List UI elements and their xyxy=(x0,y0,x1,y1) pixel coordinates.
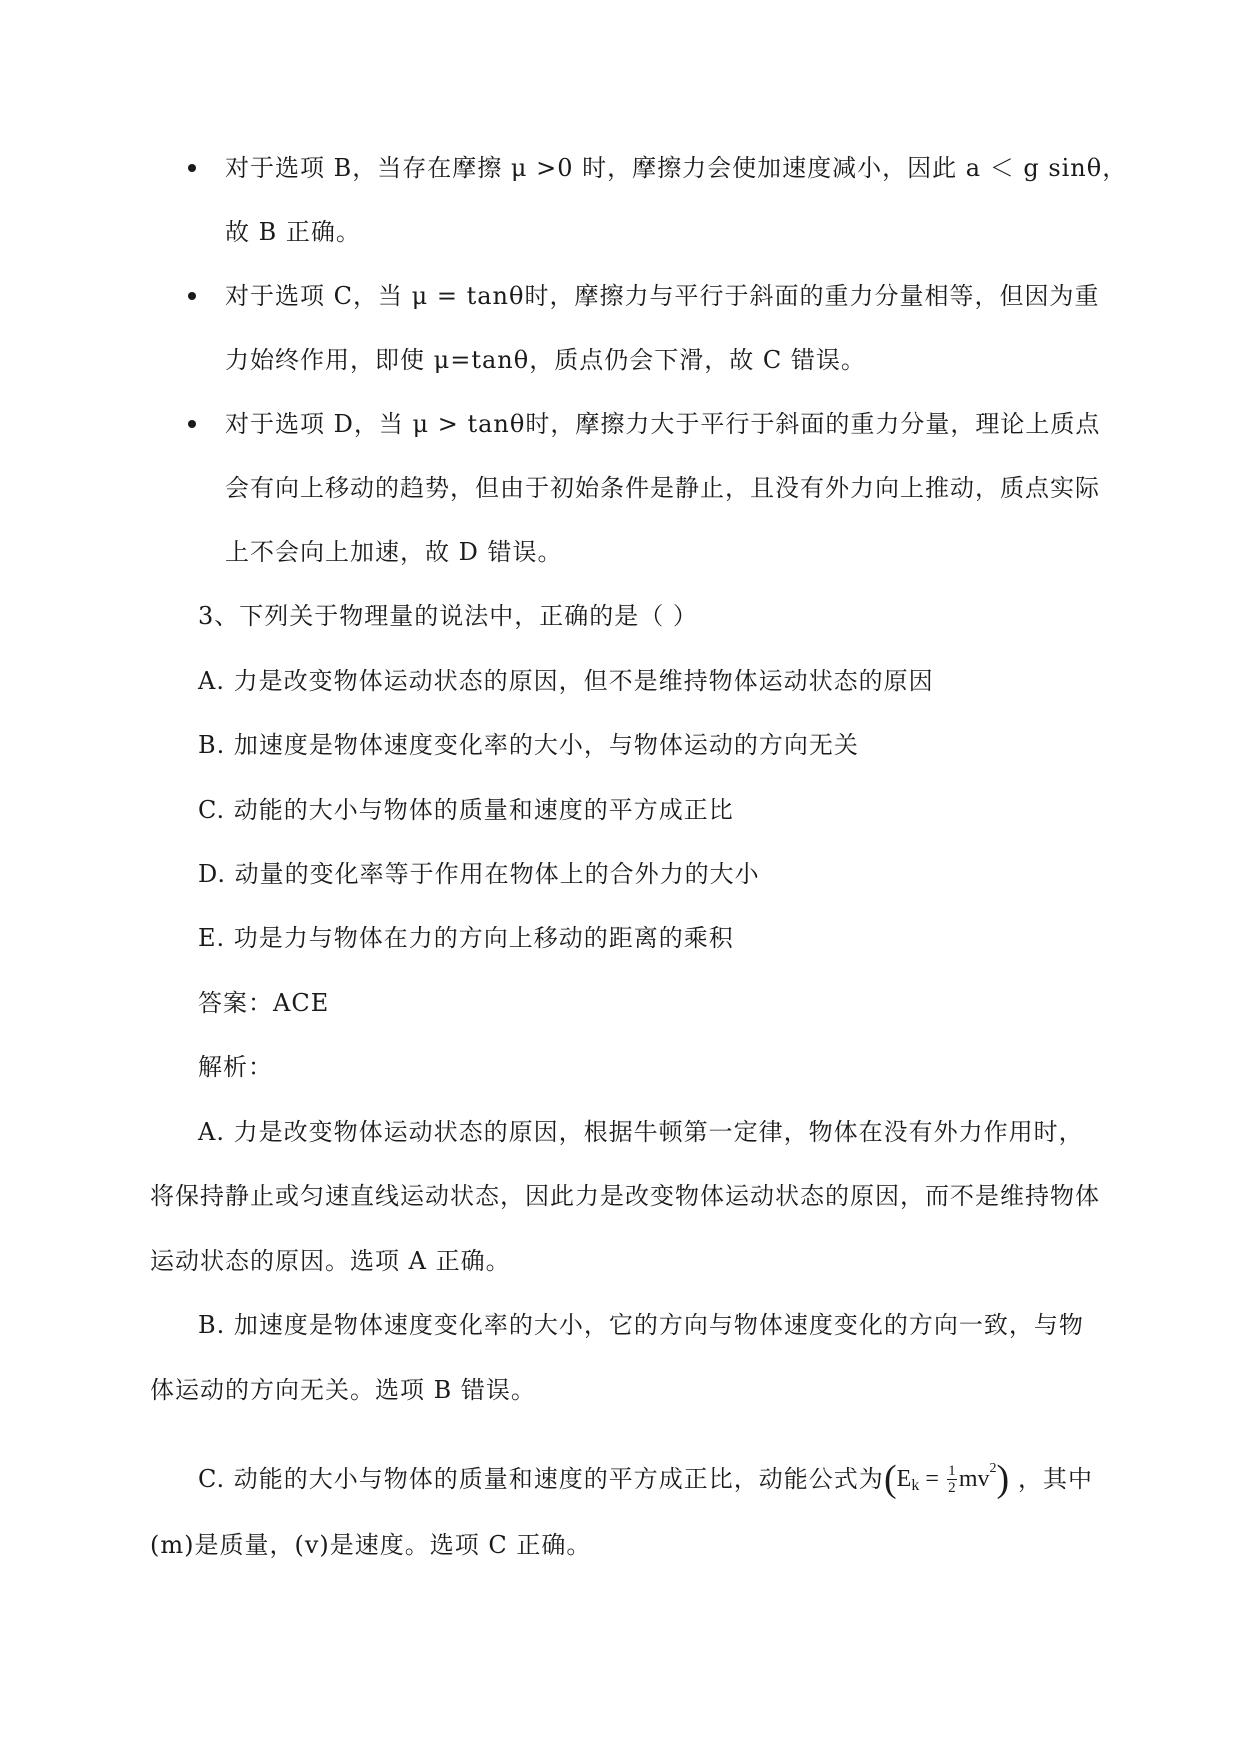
option-e: E. 功是力与物体在力的方向上移动的距离的乘积 xyxy=(198,924,734,952)
analysis-a-line-2: 将保持静止或匀速直线运动状态，因此力是改变物体运动状态的原因，而不是维持物体 xyxy=(150,1182,1100,1210)
analysis-b-line-1: B. 加速度是物体速度变化率的大小，它的方向与物体速度变化的方向一致，与物 xyxy=(198,1311,1084,1339)
bullet-dot xyxy=(188,164,196,172)
analysis-c-line-2: (m)是质量，(v)是速度。选项 C 正确。 xyxy=(150,1531,592,1559)
bullet-1-line-1: 对于选项 B，当存在摩擦 μ >0 时，摩擦力会使加速度减小，因此 a ＜ g sinθ， xyxy=(225,154,1128,182)
formula-lhs: E xyxy=(896,1465,912,1492)
formula-lhs-sub: k xyxy=(911,1477,920,1494)
formula-rhs-sup: 2 xyxy=(989,1461,997,1476)
bullet-1-line-2: 故 B 正确。 xyxy=(225,218,361,246)
bullet-dot xyxy=(188,420,196,428)
answer-line: 答案：ACE xyxy=(198,989,330,1017)
fraction-numerator: 1 xyxy=(948,1462,956,1479)
kinetic-energy-formula: ( E k = $\frac{1}{2}$ mv 2 ) xyxy=(884,1458,1010,1500)
analysis-b-line-2: 体运动的方向无关。选项 B 错误。 xyxy=(150,1376,536,1404)
option-a: A. 力是改变物体运动状态的原因，但不是维持物体运动状态的原因 xyxy=(198,667,934,695)
analysis-c-line-1-tail: ，其中 xyxy=(1018,1465,1093,1493)
option-d: D. 动量的变化率等于作用在物体上的合外力的大小 xyxy=(198,860,760,888)
bullet-3-line-1: 对于选项 D，当 μ > tanθ时，摩擦力大于平行于斜面的重力分量，理论上质点 xyxy=(225,410,1101,438)
analysis-a-line-1: A. 力是改变物体运动状态的原因，根据牛顿第一定律，物体在没有外力作用时， xyxy=(198,1118,1084,1146)
bullet-2-line-2: 力始终作用，即使 μ=tanθ，质点仍会下滑，故 C 错误。 xyxy=(225,346,866,374)
option-c: C. 动能的大小与物体的质量和速度的平方成正比 xyxy=(198,796,734,824)
formula-fraction xyxy=(947,1463,957,1496)
analysis-c-line-1: C. 动能的大小与物体的质量和速度的平方成正比，动能公式为 xyxy=(198,1465,884,1493)
question-stem: 3、下列关于物理量的说法中，正确的是（ ） xyxy=(198,602,698,630)
bullet-dot xyxy=(188,292,196,300)
formula-rhs: mv xyxy=(958,1465,990,1492)
bullet-3-line-2: 会有向上移动的趋势，但由于初始条件是静止，且没有外力向上推动，质点实际 xyxy=(225,474,1100,502)
formula-equals: = xyxy=(925,1465,939,1492)
bullet-3-line-3: 上不会向上加速，故 D 错误。 xyxy=(225,538,563,566)
analysis-label: 解析： xyxy=(198,1053,273,1081)
analysis-a-line-3: 运动状态的原因。选项 A 正确。 xyxy=(150,1247,511,1275)
bullet-2-line-1: 对于选项 C，当 μ = tanθ时，摩擦力与平行于斜面的重力分量相等，但因为重 xyxy=(225,282,1100,310)
option-b: B. 加速度是物体速度变化率的大小，与物体运动的方向无关 xyxy=(198,731,859,759)
fraction-denominator: 2 xyxy=(948,1479,956,1496)
